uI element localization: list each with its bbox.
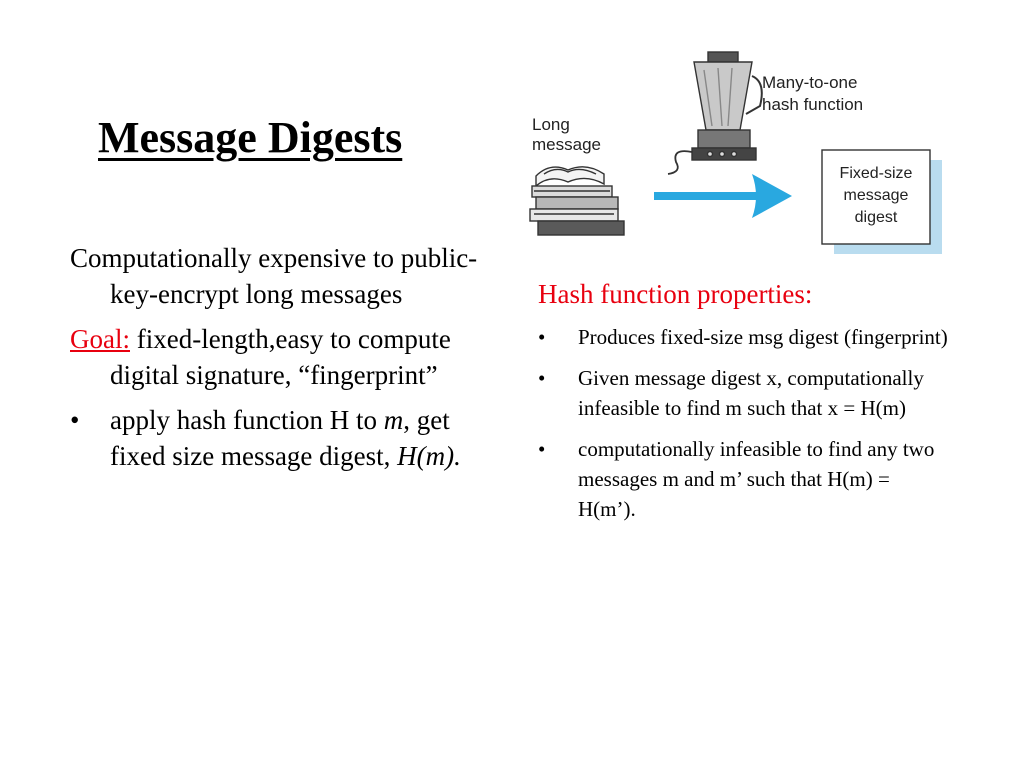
left-column [70, 240, 510, 474]
book-stack-icon [530, 167, 624, 235]
bullet-marker: • [538, 325, 546, 349]
goal-label: Goal: [70, 324, 130, 354]
digest-label-line2: message [843, 187, 909, 204]
blender-icon [668, 52, 762, 174]
long-message-label-line1: Long [532, 115, 570, 134]
property-item [538, 363, 948, 423]
goal-paragraph [70, 321, 510, 393]
bullet-hm: H(m). [397, 441, 461, 471]
hash-function-label-line2: hash function [762, 95, 864, 114]
digest-label-line1: Fixed-size [839, 165, 913, 182]
slide-title: Message Digests [98, 113, 403, 162]
expensive-paragraph: Computationally expensive to public-key-encrypt long messages [70, 243, 478, 309]
long-message-label-line2: message [532, 135, 601, 154]
goal-text: fixed-length,easy to compute digital signature, “fingerprint” [110, 324, 451, 390]
bullet-text-b: , get fixed size message digest, [110, 405, 450, 471]
property-item [538, 434, 948, 524]
hash-bullet [70, 402, 510, 474]
properties-list [538, 322, 948, 524]
right-arrow-icon [654, 174, 792, 218]
bullet-marker: • [70, 405, 80, 435]
digest-label-line3: digest [854, 209, 898, 226]
bullet-marker: • [538, 366, 546, 390]
hash-function-illustration [522, 48, 952, 263]
properties-heading: Hash function properties: [538, 279, 813, 309]
property-text: Produces fixed-size msg digest (fingerprint) [578, 325, 948, 349]
bullet-marker: • [538, 437, 546, 461]
property-item [538, 322, 948, 352]
bullet-m: m [383, 405, 404, 435]
right-column [538, 278, 948, 535]
property-text: computationally infeasible to find any two messages m and m’ such that H(m) = H(m’). [578, 437, 935, 521]
bullet-text-a: apply hash function H to [110, 405, 384, 435]
property-text: Given message digest x, computationally infeasible to find m such that x = H(m) [578, 366, 924, 420]
hash-function-label-line1: Many-to-one [762, 73, 858, 92]
